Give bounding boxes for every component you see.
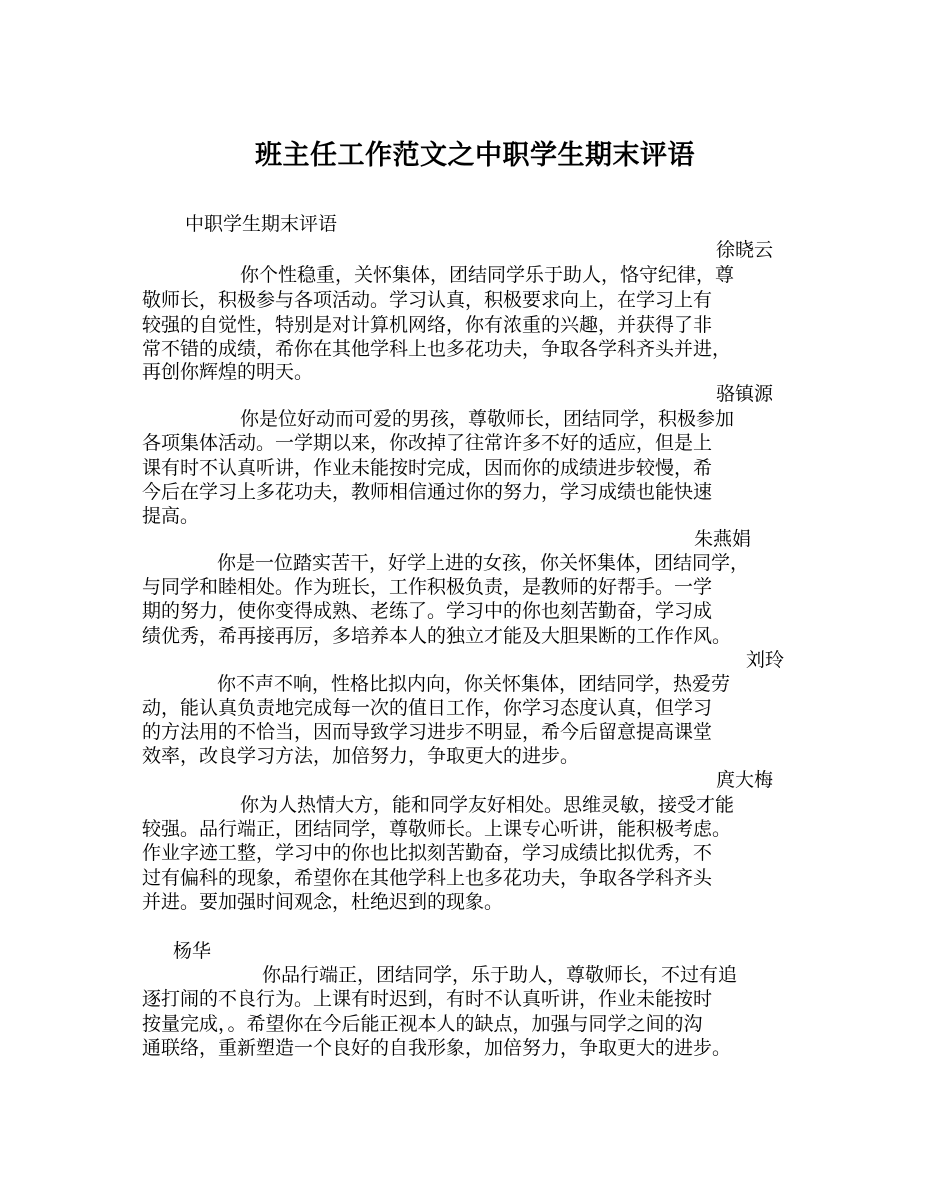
comment-line: 的方法用的不恰当，因而导致学习进步不明显，希今后留意提高课堂 bbox=[142, 721, 713, 743]
student-name: 庹大梅 bbox=[716, 769, 774, 791]
comment-line: 过有偏科的现象，希望你在其他学科上也多花功夫，争取各学科齐头 bbox=[142, 867, 713, 889]
comment-line: 按量完成，。希望你在今后能正视本人的缺点，加强与同学之间的沟 bbox=[142, 1013, 703, 1035]
comment-line: 课有时不认真听讲，作业未能按时完成，因而你的成绩进步较慢，希 bbox=[142, 457, 713, 479]
comment-line: 通联络，重新塑造一个良好的自我形象，加倍努力，争取更大的进步。 bbox=[142, 1037, 732, 1059]
document-subtitle: 中职学生期末评语 bbox=[185, 213, 338, 235]
comment-line: 你是一位踏实苦干，好学上进的女孩，你关怀集体，团结同学， bbox=[217, 552, 750, 574]
student-name: 刘玲 bbox=[746, 649, 785, 671]
comment-line: 动，能认真负责地完成每一次的值日工作，你学习态度认真，但学习 bbox=[142, 697, 713, 719]
comment-line: 你个性稳重，关怀集体，团结同学乐于助人，恪守纪律，尊 bbox=[240, 264, 735, 286]
comment-line: 与同学和睦相处。作为班长，工作积极负责，是教师的好帮手。一学 bbox=[142, 576, 713, 598]
comment-line: 再创你辉煌的明天。 bbox=[142, 361, 314, 383]
student-name: 朱燕娟 bbox=[694, 528, 752, 550]
comment-line: 提高。 bbox=[142, 505, 200, 527]
comment-line: 你不声不响，性格比拟内向，你关怀集体，团结同学，热爱劳 bbox=[217, 673, 731, 695]
comment-line: 各项集体活动。一学期以来，你改掉了往常许多不好的适应，但是上 bbox=[142, 432, 713, 454]
student-name: 徐晓云 bbox=[716, 239, 774, 261]
comment-line: 你品行端正，团结同学，乐于助人，尊敬师长，不过有追 bbox=[262, 964, 738, 986]
student-name: 杨华 bbox=[173, 940, 212, 962]
comment-line: 今后在学习上多花功夫，教师相信通过你的努力，学习成绩也能快速 bbox=[142, 481, 713, 503]
comment-line: 效率，改良学习方法，加倍努力，争取更大的进步。 bbox=[142, 745, 580, 767]
comment-line: 逐打闹的不良行为。上课有时迟到，有时不认真听讲，作业未能按时 bbox=[142, 988, 713, 1010]
comment-line: 期的努力，使你变得成熟、老练了。学习中的你也刻苦勤奋，学习成 bbox=[142, 600, 713, 622]
comment-line: 较强的自觉性，特别是对计算机网络，你有浓重的兴趣，并获得了非 bbox=[142, 314, 713, 336]
comment-line: 较强。品行端正，团结同学，尊敬师长。上课专心听讲，能积极考虑。 bbox=[142, 818, 732, 840]
student-name: 骆镇源 bbox=[716, 383, 774, 405]
comment-line: 常不错的成绩，希你在其他学科上也多花功夫，争取各学科齐头并进， bbox=[142, 338, 732, 360]
comment-line: 绩优秀，希再接再厉，多培养本人的独立才能及大胆果断的工作作风。 bbox=[142, 625, 732, 647]
comment-line: 你是位好动而可爱的男孩，尊敬师长，团结同学，积极参加 bbox=[240, 408, 735, 430]
comment-line: 并进。要加强时间观念，杜绝迟到的现象。 bbox=[142, 891, 504, 913]
document-title: 班主任工作范文之中职学生期末评语 bbox=[255, 140, 695, 171]
comment-line: 你为人热情大方，能和同学友好相处。思维灵敏，接受才能 bbox=[240, 794, 735, 816]
comment-line: 敬师长，积极参与各项活动。学习认真，积极要求向上，在学习上有 bbox=[142, 289, 713, 311]
comment-line: 作业字迹工整，学习中的你也比拟刻苦勤奋，学习成绩比拟优秀，不 bbox=[142, 842, 713, 864]
